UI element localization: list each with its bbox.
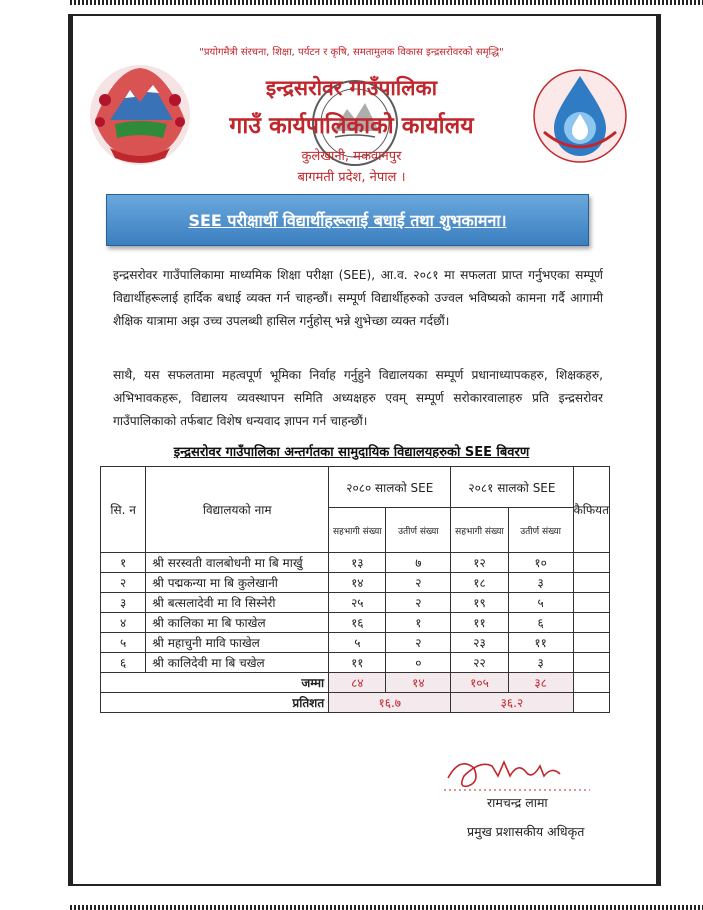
border-bottom-strip: [70, 905, 703, 910]
row-participated-2080: २५: [329, 593, 386, 613]
row-participated-2081: ११: [451, 613, 508, 633]
banner-title: SEE परीक्षार्थी विद्यार्थीहरूलाई बधाई तथा शुभकामना।: [188, 211, 507, 230]
row-remarks: [573, 633, 609, 653]
row-participated-2081: २३: [451, 633, 508, 653]
border-top-strip: [70, 0, 703, 5]
header-year-2080: २०८० सालको SEE: [329, 467, 451, 508]
row-serial: ६: [101, 653, 146, 673]
row-serial: १: [101, 553, 146, 573]
percent-label: प्रतिशत: [101, 693, 329, 713]
percent-2080: १६.७: [329, 693, 451, 713]
row-passed-2081: ५: [508, 593, 573, 613]
row-school: श्री बत्सलादेवी मा वि सिस्नेरी: [146, 593, 329, 613]
signature-icon: [440, 746, 600, 796]
header-year-2081: २०८१ सालको SEE: [451, 467, 573, 508]
total-participated-2080: ८४: [329, 673, 386, 693]
total-label: जम्मा: [101, 673, 329, 693]
row-participated-2080: १६: [329, 613, 386, 633]
table-header-row: [101, 467, 610, 508]
header-passed-2081: उतीर्ण संख्या: [508, 508, 573, 553]
row-school: श्री पद्मकन्या मा बि कुलेखानी: [146, 573, 329, 593]
total-remarks: [573, 673, 609, 693]
row-participated-2081: १९: [451, 593, 508, 613]
row-school: श्री कालिदेवी मा बि चखेल: [146, 653, 329, 673]
address-line-2: बागमती प्रदेश, नेपाल ।: [297, 170, 406, 185]
row-participated-2080: ५: [329, 633, 386, 653]
row-serial: ४: [101, 613, 146, 633]
row-participated-2080: ११: [329, 653, 386, 673]
row-school: श्री सरस्वती वालबोधनी मा बि मार्खु: [146, 553, 329, 573]
row-passed-2080: २: [386, 633, 451, 653]
row-passed-2080: ७: [386, 553, 451, 573]
row-participated-2080: १३: [329, 553, 386, 573]
signer-name: रामचन्द्र लामा: [487, 795, 548, 810]
header-participated-2080: सहभागी संख्या: [329, 508, 386, 553]
table-title: इन्द्रसरोवर गाउँपालिका अन्तर्गतका सामुदायिक विद्यालयहरुको SEE बिवरण: [173, 445, 530, 460]
congratulation-banner: [106, 194, 589, 246]
table-row: [101, 613, 610, 633]
header-passed-2080: उतीर्ण संख्या: [386, 508, 451, 553]
row-serial: २: [101, 573, 146, 593]
paragraph-congratulations: इन्द्रसरोवर गाउँपालिकामा माध्यमिक शिक्षा परीक्षा (SEE), आ.व. २०८१ मा सफलता प्राप्त गर्नुभएका सम्पूर्ण विद्यार्थीहरूलाई हार्दिक बधाई व्यक्त गर्न चाहन्छौं। सम्पूर्ण विद्यार्थीहरुको उज्वल भविष्यको कामना गर्दै आगामी शैक्षिक यात्रामा अझ उच्च उपलब्धी हासिल गर्नुहोस् भन्ने शुभेच्छा व्यक्त गर्दछौं।: [113, 268, 603, 328]
address-line-1: कुलेखानी, मकवानपुर: [301, 149, 402, 164]
total-passed-2080: १४: [386, 673, 451, 693]
row-serial: ५: [101, 633, 146, 653]
percent-row: [101, 693, 610, 713]
row-passed-2080: १: [386, 613, 451, 633]
total-row: [101, 673, 610, 693]
percent-2081: ३६.२: [451, 693, 573, 713]
row-school: श्री कालिका मा बि फाखेल: [146, 613, 329, 633]
municipality-name: इन्द्रसरोवर गाउँपालिका: [265, 76, 438, 100]
row-participated-2081: १२: [451, 553, 508, 573]
row-participated-2081: १८: [451, 573, 508, 593]
office-name: गाउँ कार्यपालिकाको कार्यालय: [229, 113, 474, 139]
table-row: [101, 653, 610, 673]
table-row: [101, 553, 610, 573]
slogan: "प्रयोगमैत्री संरचना, शिक्षा, पर्यटन र कृषि, समतामुलक विकास इन्द्रसरोवरको समृद्धि": [199, 47, 504, 58]
header-serial: सि. न: [101, 467, 146, 553]
row-school: श्री महाचुनी मावि फाखेल: [146, 633, 329, 653]
row-participated-2081: २२: [451, 653, 508, 673]
row-remarks: [573, 573, 609, 593]
table-row: [101, 633, 610, 653]
header-school: विद्यालयको नाम: [146, 467, 329, 553]
row-remarks: [573, 613, 609, 633]
row-passed-2081: ११: [508, 633, 573, 653]
row-passed-2080: २: [386, 573, 451, 593]
table-row: [101, 573, 610, 593]
row-passed-2080: २: [386, 593, 451, 613]
table-row: [101, 593, 610, 613]
row-passed-2080: ०: [386, 653, 451, 673]
row-passed-2081: ३: [508, 653, 573, 673]
see-results-table: [100, 466, 610, 713]
row-passed-2081: ३: [508, 573, 573, 593]
row-participated-2080: १४: [329, 573, 386, 593]
total-passed-2081: ३८: [508, 673, 573, 693]
paragraph-thanks: साथै, यस सफलतामा महत्वपूर्ण भूमिका निर्वाह गर्नुहुने विद्यालयका सम्पूर्ण प्रधानाध्यापकहरु, शिक्षकहरु, अभिभावकहरू, विद्यालय व्यवस्थापन समिति अध्यक्षहरु एवम् सम्पूर्ण सरोकारवालाहरु प्रति इन्द्रसरोवर गाउँपालिकाको तर्फबाट विशेष धन्यवाद ज्ञापन गर्न चाहन्छौं।: [113, 368, 603, 428]
row-remarks: [573, 553, 609, 573]
row-passed-2081: ६: [508, 613, 573, 633]
header-remarks: कैफियत: [573, 467, 609, 553]
row-passed-2081: १०: [508, 553, 573, 573]
row-remarks: [573, 653, 609, 673]
signer-title: प्रमुख प्रशासकीय अधिकृत: [467, 824, 585, 839]
total-participated-2081: १०५: [451, 673, 508, 693]
header-participated-2081: सहभागी संख्या: [451, 508, 508, 553]
percent-remarks: [573, 693, 609, 713]
row-serial: ३: [101, 593, 146, 613]
row-remarks: [573, 593, 609, 613]
